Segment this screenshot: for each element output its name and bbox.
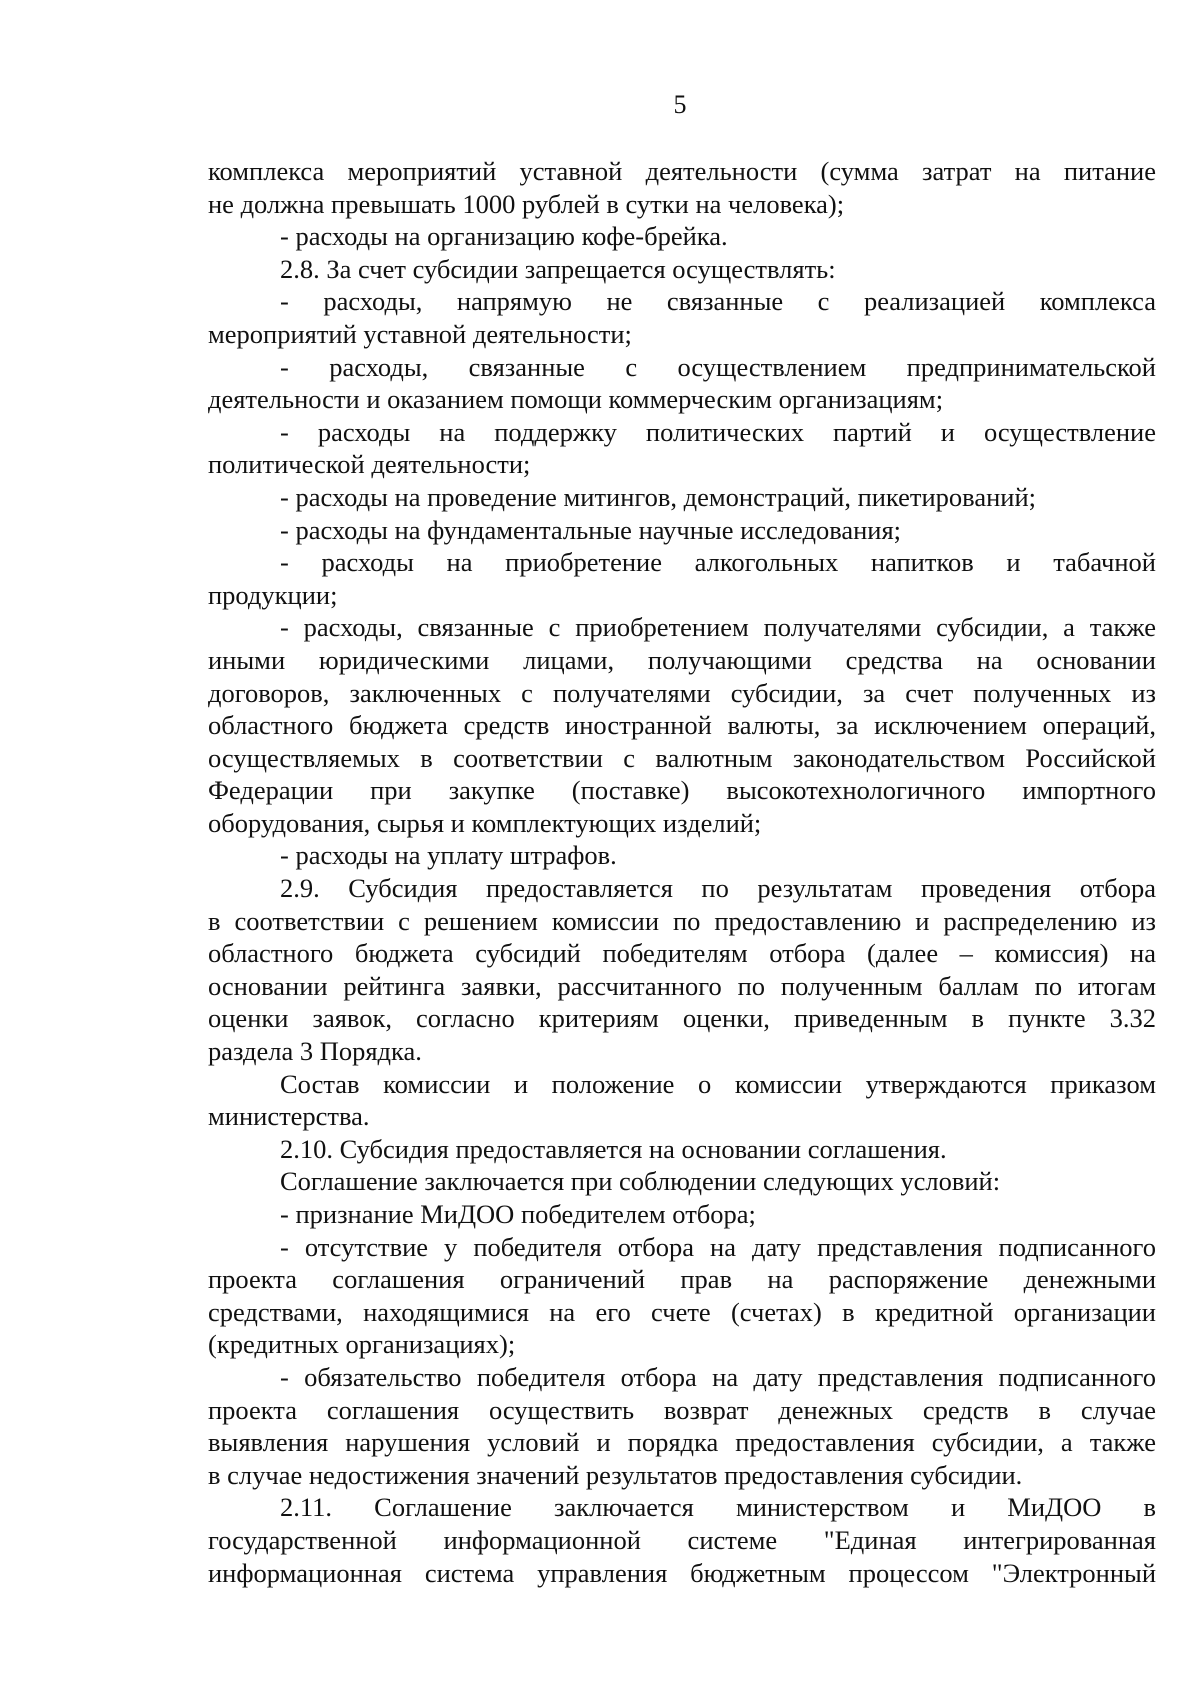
text-line: - расходы на уплату штрафов. [280,840,617,871]
text-line: основании рейтинга заявки, рассчитанного по полученным баллам по итогам [208,970,1156,1001]
text-line: - расходы на поддержку политических партий и осуществление [280,416,1156,447]
text-line: 2.11. Соглашение заключается министерством и МиДОО в [280,1492,1156,1523]
text-line: информационная система управления бюджетным процессом "Электронный [208,1557,1156,1588]
text-line: - расходы на организацию кофе-брейка. [280,221,728,252]
text-line: осуществляемых в соответствии с валютным законодательством Российской [208,742,1156,773]
text-line: министерства. [208,1101,370,1132]
body-text [208,155,1156,1589]
text-line: выявления нарушения условий и порядка предоставления субсидии, а также [208,1427,1156,1458]
text-line: оборудования, сырья и комплектующих изделий; [208,807,762,838]
text-line: - расходы на проведение митингов, демонстраций, пикетирований; [280,481,1037,512]
text-line: комплекса мероприятий уставной деятельности (сумма затрат на питание [208,156,1156,186]
text-line: - расходы, напрямую не связанные с реализацией комплекса [280,286,1156,317]
text-line: оценки заявок, согласно критериям оценки, приведенным в пункте 3.32 [208,1003,1156,1034]
text-line: 2.8. За счет субсидии запрещается осуществлять: [280,253,836,284]
text-line: иными юридическими лицами, получающими средства на основании [208,644,1156,675]
text-line: - признание МиДОО победителем отбора; [280,1199,756,1229]
text-line: 2.9. Субсидия предоставляется по результатам проведения отбора [280,873,1156,904]
text-line: деятельности и оказанием помощи коммерческим организациям; [208,384,944,415]
text-line: в случае недостижения значений результатов предоставления субсидии. [208,1459,1023,1490]
text-line: политической деятельности; [208,449,531,480]
text-line: договоров, заключенных с получателями субсидии, за счет полученных из [208,677,1156,708]
text-line: 2.10. Субсидия предоставляется на основании соглашения. [280,1133,947,1164]
text-line: областного бюджета средств иностранной валюты, за исключением операций, [208,710,1156,741]
text-line: средствами, находящимися на его счете (счетах) в кредитной организации [208,1296,1156,1327]
text-line: - расходы, связанные с приобретением получателями субсидии, а также [280,612,1156,643]
text-line: проекта соглашения ограничений прав на распоряжение денежными [208,1264,1156,1295]
text-line: государственной информационной системе "Единая интегрированная [208,1524,1156,1555]
page-number: 5 [673,90,687,119]
text-line: (кредитных организациях); [208,1329,516,1360]
text-line: мероприятий уставной деятельности; [208,318,632,349]
text-line: Соглашение заключается при соблюдении следующих условий: [280,1166,1001,1197]
text-line: продукции; [208,579,338,610]
text-line: - отсутствие у победителя отбора на дату представления подписанного [280,1231,1156,1262]
text-line: в соответствии с решением комиссии по предоставлению и распределению из [208,905,1156,936]
text-line: проекта соглашения осуществить возврат денежных средств в случае [208,1394,1156,1425]
text-line: областного бюджета субсидий победителям отбора (далее – комиссия) на [208,938,1156,969]
text-line: - расходы, связанные с осуществлением предпринимательской [280,351,1156,382]
text-line: не должна превышать 1000 рублей в сутки на человека); [208,188,845,219]
text-line: - расходы на фундаментальные научные исследования; [280,514,902,545]
text-line: Федерации при закупке (поставке) высокотехнологичного импортного [208,775,1156,806]
text-line: - расходы на приобретение алкогольных напитков и табачной [280,547,1156,578]
text-line: раздела 3 Порядка. [208,1036,422,1067]
text-line: - обязательство победителя отбора на дату представления подписанного [280,1361,1156,1392]
text-line: Состав комиссии и положение о комиссии утверждаются приказом [280,1068,1156,1099]
